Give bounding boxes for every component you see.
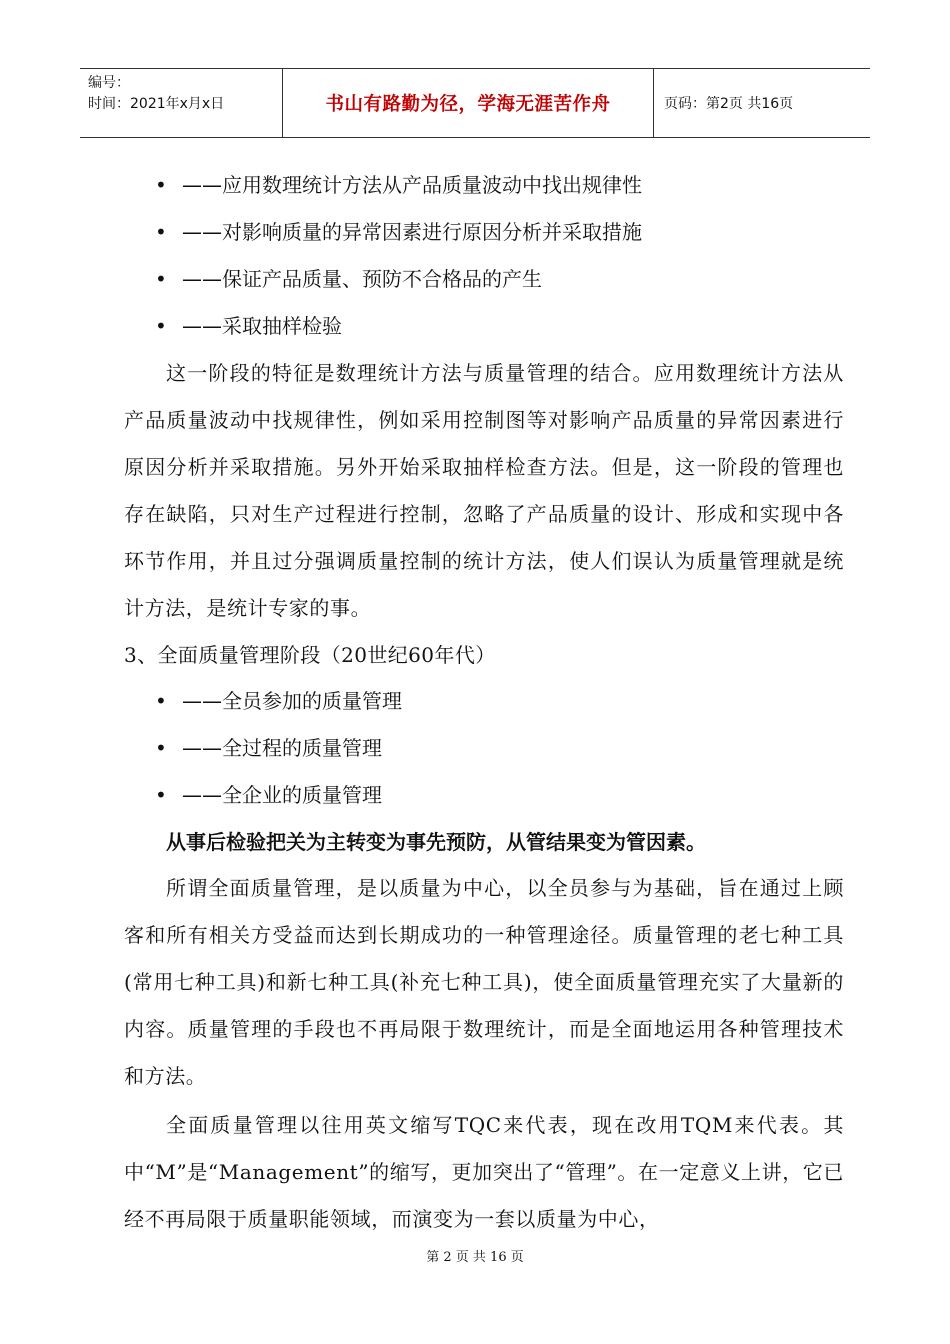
header-meta <box>80 69 283 137</box>
list-item <box>124 303 844 350</box>
bullet-icon: • <box>155 736 167 760</box>
list-item <box>124 725 844 772</box>
paragraph-tqm-definition: 所谓全面质量管理，是以质量为中心，以全员参与为基础，旨在通过上顾客和所有相关方受益而达到长期成功的一种管理途径。质量管理的老七种工具(常用七种工具)和新七种工具(补充七种工具)，使全面质量管理充实了大量新的内容。质量管理的手段也不再局限于数理统计，而是全面地运用各种管理技术和方法。 <box>124 876 844 1088</box>
list-item-text: ——采取抽样检验 <box>182 314 342 338</box>
bullet-icon: • <box>155 173 167 197</box>
time-label: 时间：2021年x月x日 <box>88 96 225 112</box>
list-item <box>124 209 844 256</box>
document-header <box>80 68 870 138</box>
bullet-list-stage2 <box>124 162 844 350</box>
list-item <box>124 772 844 819</box>
bullet-icon: • <box>155 689 167 713</box>
list-item <box>124 162 844 209</box>
list-item <box>124 678 844 725</box>
header-page-info: 页码：第2页 共16页 <box>664 96 794 112</box>
paragraph-tqm-abbreviation: 全面质量管理以往用英文缩写TQC来代表，现在改用TQM来代表。其中“M”是“Management”的缩写，更加突出了“管理”。在一定意义上讲，它已经不再局限于质量职能领域，而演变为一套以质量为中心， <box>124 1113 844 1231</box>
bullet-icon: • <box>155 783 167 807</box>
list-item-text: ——对影响质量的异常因素进行原因分析并采取措施 <box>182 220 642 244</box>
number-label: 编号： <box>88 75 130 91</box>
bullet-list-stage3 <box>124 678 844 819</box>
bullet-icon: • <box>155 267 167 291</box>
paragraph-stage2-summary: 这一阶段的特征是数理统计方法与质量管理的结合。应用数理统计方法从产品质量波动中找规律性，例如采用控制图等对影响产品质量的异常因素进行原因分析并采取措施。另外开始采取抽样检查方法。但是，这一阶段的管理也存在缺陷，只对生产过程进行控制，忽略了产品质量的设计、形成和实现中各环节作用，并且过分强调质量控制的统计方法，使人们误认为质量管理就是统计方法，是统计专家的事。 <box>124 361 844 620</box>
header-motto: 书山有路勤为径，学海无涯苦作舟 <box>283 69 654 137</box>
list-item-text: ——应用数理统计方法从产品质量波动中找出规律性 <box>182 173 642 197</box>
list-item <box>124 256 844 303</box>
bullet-icon: • <box>155 314 167 338</box>
list-item-text: ——全过程的质量管理 <box>182 736 382 760</box>
page-body <box>124 162 844 1243</box>
list-item-text: ——保证产品质量、预防不合格品的产生 <box>182 267 542 291</box>
list-item-text: ——全员参加的质量管理 <box>182 689 402 713</box>
list-item-text: ——全企业的质量管理 <box>182 783 382 807</box>
bullet-icon: • <box>155 220 167 244</box>
page-footer: 第 2 页 共 16 页 <box>426 1250 524 1265</box>
section-heading: 3、全面质量管理阶段（20世纪60年代） <box>124 643 496 667</box>
emphasis-line: 从事后检验把关为主转变为事先预防，从管结果变为管因素。 <box>166 830 706 854</box>
